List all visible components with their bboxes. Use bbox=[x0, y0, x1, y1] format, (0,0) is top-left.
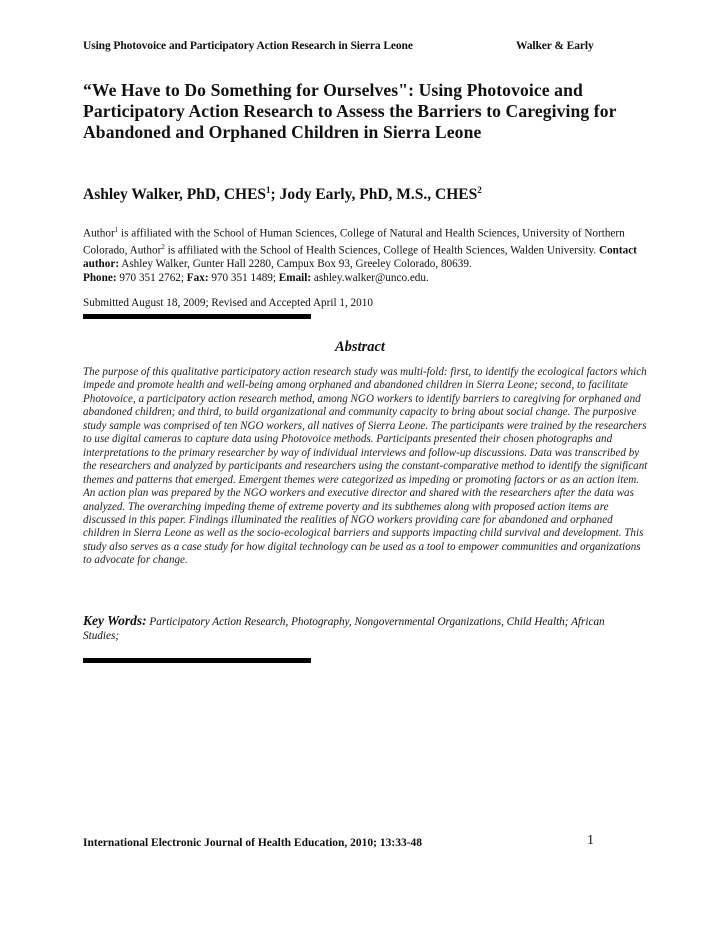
keywords-text: Participatory Action Research, Photography, Nongovernmental Organizations, Child Health; African Studies; bbox=[83, 616, 605, 642]
affil-2-label: Author bbox=[129, 244, 162, 257]
author-1-footnote: 1 bbox=[266, 185, 271, 195]
fax-value: 970 351 1489; bbox=[208, 271, 279, 284]
contact-address: Ashley Walker, Gunter Hall 2280, Campux Box 93, Greeley Colorado, 80639. bbox=[119, 258, 472, 271]
author-2: Jody Early, PhD, M.S., CHES bbox=[279, 186, 478, 204]
affil-1-label: Author bbox=[83, 227, 115, 240]
affil-2-text: is affiliated with the School of Health Sciences, College of Health Sciences, Walden University. bbox=[164, 244, 599, 257]
fax-label: Fax: bbox=[186, 271, 209, 284]
keywords-label: Key Words: bbox=[83, 613, 147, 628]
submission-dates: Submitted August 18, 2009; Revised and Accepted April 1, 2010 bbox=[83, 297, 373, 309]
affiliation-block bbox=[83, 224, 643, 285]
email-link[interactable]: ashley.walker@unco.edu. bbox=[311, 271, 429, 284]
contact-label: Contact author: bbox=[83, 244, 637, 271]
divider-rule bbox=[83, 314, 311, 319]
affil-2-sup: 2 bbox=[161, 243, 165, 252]
divider-rule bbox=[83, 658, 311, 663]
phone-label: Phone: bbox=[83, 271, 117, 284]
author-1: Ashley Walker, PhD, CHES bbox=[83, 186, 267, 204]
running-head bbox=[83, 40, 643, 52]
page-number: 1 bbox=[587, 833, 594, 848]
abstract-body: The purpose of this qualitative participatory action research study was multi-fold: first, to identify the ecological factors which impede and promote health and well-being among orphaned and abandoned children in Sierra Leone; second, to facilitate Photovoice, a participatory action research method, among NGO workers to identify barriers to caregiving for orphaned and abandoned children; and third, to build organizational and community capacity to bring about social change. The purposive study sample was comprised of ten NGO workers, all natives of Sierra Leone. The participants were trained by the researchers to use digital cameras to capture data using Photovoice methods. Participants presented their chosen photographs and interpretations to the primary researcher by way of individual interviews and follow-up discussions. Data was transcribed by the researchers and analyzed by participants and researchers using the constant-comparative method to identify the significant themes and patterns that emerged. Emergent themes were categorized as impeding or promoting factors or as an action item. An action plan was prepared by the NGO workers and executive director and shared with the researchers after the data was analyzed. The overarching impeding theme of extreme poverty and its subthemes along with proposed action items are discussed in this paper. Findings illuminated the realities of NGO workers providing care for abandoned and orphaned children in Sierra Leone as well as the socio-ecological barriers and supports impacting child survival and development. This study also serves as a case study for how digital technology can be used as a tool to empower communities and organizations to advocate for change. bbox=[83, 366, 648, 567]
author-list bbox=[83, 185, 643, 204]
running-head-authors: Walker & Early bbox=[516, 40, 594, 52]
running-head-title: Using Photovoice and Participatory Action Research in Sierra Leone bbox=[83, 40, 413, 52]
abstract-heading: Abstract bbox=[335, 339, 385, 355]
affil-1-text: is affiliated with the School of Human Sciences, College of Natural and Health Sciences, University of Northern Colorado, bbox=[83, 227, 625, 257]
journal-citation: International Electronic Journal of Health Education, 2010; 13:33-48 bbox=[83, 837, 423, 849]
author-separator: ; bbox=[270, 186, 280, 204]
affil-1-sup: 1 bbox=[114, 226, 119, 234]
email-label: Email: bbox=[278, 271, 312, 284]
phone-value: 970 351 2762; bbox=[116, 271, 187, 284]
paper-title: “We Have to Do Something for Ourselves": Using Photovoice and Participatory Action Research to Assess the Barriers to Caregiving for Abandoned and Orphaned Children in Sierra Leone bbox=[83, 80, 617, 142]
keywords bbox=[83, 614, 643, 643]
author-2-footnote: 2 bbox=[477, 185, 482, 195]
